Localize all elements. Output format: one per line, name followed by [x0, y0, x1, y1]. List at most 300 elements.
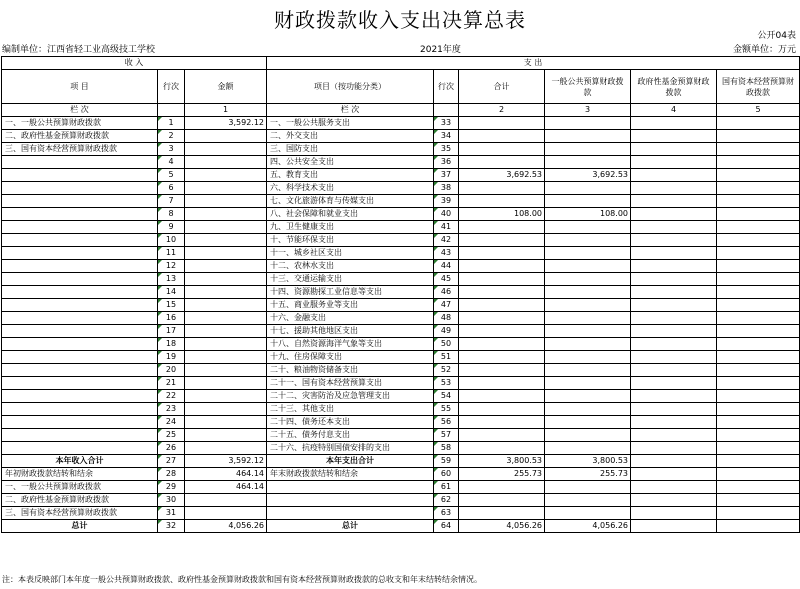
lanci-fund-col: 4 [631, 104, 717, 117]
expense-fund [631, 338, 717, 351]
income-item [2, 286, 158, 299]
table-row [2, 507, 800, 520]
expense-total [459, 117, 545, 130]
expense-item: 二十二、灾害防治及应急管理支出 [267, 390, 434, 403]
expense-fund [631, 507, 717, 520]
expense-general [545, 442, 631, 455]
income-amount [185, 377, 267, 390]
expense-general [545, 130, 631, 143]
table-row [2, 117, 800, 130]
expense-item: 二十四、债务还本支出 [267, 416, 434, 429]
expense-state [717, 481, 800, 494]
income-amount [185, 507, 267, 520]
expense-total [459, 130, 545, 143]
expense-row-no: 43 [434, 247, 459, 260]
expense-item: 五、教育支出 [267, 169, 434, 182]
expense-item: 十二、农林水支出 [267, 260, 434, 273]
expense-item: 二十五、债务付息支出 [267, 429, 434, 442]
expense-fund [631, 221, 717, 234]
income-section-header: 收 入 [2, 57, 267, 70]
table-row [2, 520, 800, 533]
expense-total [459, 442, 545, 455]
income-amount [185, 221, 267, 234]
income-item: 三、国有资本经营预算财政拨款 [2, 143, 158, 156]
expense-item: 二十六、抗疫特别国债安排的支出 [267, 442, 434, 455]
expense-item: 二十一、国有资本经营预算支出 [267, 377, 434, 390]
table-row [2, 377, 800, 390]
expense-general [545, 273, 631, 286]
expense-total [459, 234, 545, 247]
income-row-no: 15 [158, 299, 185, 312]
expense-state [717, 338, 800, 351]
income-item [2, 273, 158, 286]
income-row-no: 4 [158, 156, 185, 169]
income-row-no: 1 [158, 117, 185, 130]
expense-item: 二、外交支出 [267, 130, 434, 143]
expense-fund [631, 351, 717, 364]
expense-fund [631, 117, 717, 130]
expense-item: 十九、住房保障支出 [267, 351, 434, 364]
header-exp-row-no: 行次 [434, 70, 459, 104]
table-row [2, 468, 800, 481]
expense-total [459, 221, 545, 234]
expense-total: 3,692.53 [459, 169, 545, 182]
expense-total: 108.00 [459, 208, 545, 221]
expense-general: 4,056.26 [545, 520, 631, 533]
expense-row-no: 64 [434, 520, 459, 533]
expense-fund [631, 286, 717, 299]
expense-general: 3,692.53 [545, 169, 631, 182]
expense-total [459, 182, 545, 195]
income-amount [185, 416, 267, 429]
income-amount [185, 312, 267, 325]
expense-state [717, 507, 800, 520]
expense-item: 十五、商业服务业等支出 [267, 299, 434, 312]
income-item [2, 325, 158, 338]
expense-total [459, 247, 545, 260]
expense-total [459, 286, 545, 299]
income-item: 三、国有资本经营预算财政拨款 [2, 507, 158, 520]
unit-label: 编制单位：江西省轻工业高级技工学校 [2, 45, 156, 55]
expense-row-no: 56 [434, 416, 459, 429]
expense-item [267, 507, 434, 520]
expense-general [545, 351, 631, 364]
expense-total [459, 325, 545, 338]
income-row-no: 12 [158, 260, 185, 273]
expense-general [545, 195, 631, 208]
header-row-no: 行次 [158, 70, 185, 104]
expense-fund [631, 195, 717, 208]
expense-item: 十六、金融支出 [267, 312, 434, 325]
expense-general [545, 390, 631, 403]
income-row-no: 24 [158, 416, 185, 429]
expense-item: 八、社会保障和就业支出 [267, 208, 434, 221]
expense-row-no: 61 [434, 481, 459, 494]
income-item [2, 260, 158, 273]
expense-row-no: 42 [434, 234, 459, 247]
expense-total [459, 494, 545, 507]
income-row-no: 5 [158, 169, 185, 182]
expense-total [459, 260, 545, 273]
income-amount [185, 182, 267, 195]
table-row [2, 364, 800, 377]
income-item [2, 221, 158, 234]
income-item [2, 364, 158, 377]
expense-row-no: 50 [434, 338, 459, 351]
expense-fund [631, 377, 717, 390]
income-row-no: 8 [158, 208, 185, 221]
expense-state [717, 299, 800, 312]
expense-row-no: 59 [434, 455, 459, 468]
income-row-no: 25 [158, 429, 185, 442]
footnote: 注：本表反映部门本年度一般公共预算财政拨款、政府性基金预算财政拨款和国有资本经营预算财政拨款的总收支和年末结转结余情况。 [2, 575, 482, 584]
income-item [2, 403, 158, 416]
income-amount [185, 273, 267, 286]
income-item [2, 338, 158, 351]
expense-item: 十一、城乡社区支出 [267, 247, 434, 260]
income-amount [185, 442, 267, 455]
income-row-no: 18 [158, 338, 185, 351]
expense-item: 一、一般公共服务支出 [267, 117, 434, 130]
header-item: 项 目 [2, 70, 158, 104]
income-amount [185, 494, 267, 507]
expense-fund [631, 234, 717, 247]
expense-total [459, 507, 545, 520]
form-number: 公开04表 [757, 31, 796, 41]
expense-fund [631, 455, 717, 468]
income-item [2, 442, 158, 455]
table-row [2, 247, 800, 260]
expense-general [545, 416, 631, 429]
header-total: 合计 [459, 70, 545, 104]
income-amount [185, 195, 267, 208]
table-row [2, 182, 800, 195]
lanci-blank [158, 104, 185, 117]
expense-item: 六、科学技术支出 [267, 182, 434, 195]
income-item: 本年收入合计 [2, 455, 158, 468]
income-amount [185, 338, 267, 351]
expense-row-no: 58 [434, 442, 459, 455]
expense-general [545, 494, 631, 507]
expense-general [545, 299, 631, 312]
income-item [2, 351, 158, 364]
page-title: 财政拨款收入支出决算总表 [274, 8, 526, 32]
expense-general [545, 364, 631, 377]
income-row-no: 11 [158, 247, 185, 260]
expense-state [717, 325, 800, 338]
expense-state [717, 195, 800, 208]
expense-fund [631, 247, 717, 260]
expense-fund [631, 494, 717, 507]
expense-total [459, 390, 545, 403]
table-row [2, 416, 800, 429]
header-exp-item: 项目（按功能分类） [267, 70, 434, 104]
expense-item: 十八、自然资源海洋气象等支出 [267, 338, 434, 351]
table-row [2, 260, 800, 273]
income-amount [185, 234, 267, 247]
expense-total: 4,056.26 [459, 520, 545, 533]
income-item [2, 390, 158, 403]
expense-item: 本年支出合计 [267, 455, 434, 468]
expense-row-no: 44 [434, 260, 459, 273]
expense-item [267, 481, 434, 494]
expense-state [717, 442, 800, 455]
expense-fund [631, 468, 717, 481]
expense-row-no: 53 [434, 377, 459, 390]
income-row-no: 20 [158, 364, 185, 377]
expense-general [545, 234, 631, 247]
expense-row-no: 33 [434, 117, 459, 130]
expense-item [267, 494, 434, 507]
expense-item: 十四、资源勘探工业信息等支出 [267, 286, 434, 299]
expense-general [545, 507, 631, 520]
income-item [2, 312, 158, 325]
expense-fund [631, 442, 717, 455]
expense-fund [631, 299, 717, 312]
expense-item: 年末财政拨款结转和结余 [267, 468, 434, 481]
expense-general [545, 117, 631, 130]
expense-fund [631, 130, 717, 143]
expense-state [717, 182, 800, 195]
expense-total [459, 377, 545, 390]
table-row [2, 195, 800, 208]
expense-total [459, 273, 545, 286]
lanci-total-col: 2 [459, 104, 545, 117]
income-amount: 464.14 [185, 481, 267, 494]
income-item [2, 182, 158, 195]
table-row [2, 156, 800, 169]
income-amount [185, 260, 267, 273]
expense-fund [631, 312, 717, 325]
expense-fund [631, 416, 717, 429]
header-amount: 金额 [185, 70, 267, 104]
expense-fund [631, 169, 717, 182]
header-state: 国有资本经营预算财政拨款 [717, 70, 800, 104]
income-item: 二、政府性基金预算财政拨款 [2, 494, 158, 507]
expense-fund [631, 156, 717, 169]
table-row [2, 299, 800, 312]
expense-row-no: 60 [434, 468, 459, 481]
income-row-no: 14 [158, 286, 185, 299]
income-amount [185, 247, 267, 260]
income-row-no: 27 [158, 455, 185, 468]
table-row [2, 143, 800, 156]
expense-state [717, 416, 800, 429]
expense-general [545, 338, 631, 351]
income-amount [185, 208, 267, 221]
table-row [2, 169, 800, 182]
income-item: 总计 [2, 520, 158, 533]
income-row-no: 19 [158, 351, 185, 364]
expense-row-no: 45 [434, 273, 459, 286]
income-amount [185, 351, 267, 364]
income-row-no: 10 [158, 234, 185, 247]
income-row-no: 29 [158, 481, 185, 494]
income-row-no: 23 [158, 403, 185, 416]
expense-row-no: 47 [434, 299, 459, 312]
income-row-no: 7 [158, 195, 185, 208]
expense-row-no: 55 [434, 403, 459, 416]
expense-row-no: 37 [434, 169, 459, 182]
expense-total: 3,800.53 [459, 455, 545, 468]
income-item: 二、政府性基金预算财政拨款 [2, 130, 158, 143]
lanci-amount-col: 1 [185, 104, 267, 117]
lanci-general-col: 3 [545, 104, 631, 117]
expense-row-no: 51 [434, 351, 459, 364]
income-row-no: 13 [158, 273, 185, 286]
expense-general [545, 429, 631, 442]
expense-total [459, 312, 545, 325]
income-item: 一、一般公共预算财政拨款 [2, 117, 158, 130]
expense-row-no: 41 [434, 221, 459, 234]
income-row-no: 28 [158, 468, 185, 481]
expense-total [459, 403, 545, 416]
expense-row-no: 62 [434, 494, 459, 507]
expense-state [717, 455, 800, 468]
expense-state [717, 208, 800, 221]
income-amount [185, 143, 267, 156]
income-item [2, 156, 158, 169]
expense-general: 255.73 [545, 468, 631, 481]
money-unit-label: 金额单位：万元 [732, 45, 796, 55]
header-fund: 政府性基金预算财政拨款 [631, 70, 717, 104]
table-row [2, 390, 800, 403]
income-item [2, 299, 158, 312]
expense-row-no: 46 [434, 286, 459, 299]
income-item [2, 169, 158, 182]
table-row [2, 494, 800, 507]
expense-state [717, 117, 800, 130]
expense-row-no: 57 [434, 429, 459, 442]
expense-total [459, 429, 545, 442]
expense-state [717, 260, 800, 273]
expense-general [545, 286, 631, 299]
expense-item: 七、文化旅游体育与传媒支出 [267, 195, 434, 208]
income-item [2, 416, 158, 429]
expense-fund [631, 260, 717, 273]
expense-row-no: 38 [434, 182, 459, 195]
income-item [2, 429, 158, 442]
year-label: 2021年度 [420, 45, 461, 55]
expense-fund [631, 390, 717, 403]
expense-fund [631, 325, 717, 338]
expense-state [717, 351, 800, 364]
expense-state [717, 520, 800, 533]
expense-total [459, 299, 545, 312]
income-item: 一、一般公共预算财政拨款 [2, 481, 158, 494]
expense-state [717, 364, 800, 377]
header-general: 一般公共预算财政拨款 [545, 70, 631, 104]
expense-state [717, 468, 800, 481]
table-row [2, 338, 800, 351]
expense-item: 九、卫生健康支出 [267, 221, 434, 234]
expense-state [717, 286, 800, 299]
expense-row-no: 34 [434, 130, 459, 143]
table-row [2, 208, 800, 221]
expense-general [545, 143, 631, 156]
expense-general [545, 247, 631, 260]
table-row [2, 221, 800, 234]
table-row [2, 429, 800, 442]
income-item [2, 247, 158, 260]
income-amount [185, 156, 267, 169]
expense-fund [631, 208, 717, 221]
expense-fund [631, 429, 717, 442]
income-row-no: 3 [158, 143, 185, 156]
income-row-no: 6 [158, 182, 185, 195]
income-row-no: 17 [158, 325, 185, 338]
income-row-no: 9 [158, 221, 185, 234]
expense-item: 二十三、其他支出 [267, 403, 434, 416]
table-row [2, 234, 800, 247]
lanci-exp-blank [434, 104, 459, 117]
expense-row-no: 54 [434, 390, 459, 403]
expense-row-no: 63 [434, 507, 459, 520]
income-row-no: 22 [158, 390, 185, 403]
expense-item: 三、国防支出 [267, 143, 434, 156]
income-row-no: 31 [158, 507, 185, 520]
expense-general [545, 221, 631, 234]
expense-state [717, 494, 800, 507]
expense-section-header: 支 出 [267, 57, 800, 70]
expense-total [459, 156, 545, 169]
expense-state [717, 169, 800, 182]
expense-row-no: 36 [434, 156, 459, 169]
income-row-no: 21 [158, 377, 185, 390]
lanci-label: 栏 次 [2, 104, 158, 117]
table-row [2, 286, 800, 299]
expense-fund [631, 403, 717, 416]
expense-general [545, 156, 631, 169]
expense-item: 十三、交通运输支出 [267, 273, 434, 286]
expense-total [459, 351, 545, 364]
expense-state [717, 312, 800, 325]
income-amount [185, 299, 267, 312]
income-item: 年初财政拨款结转和结余 [2, 468, 158, 481]
expense-row-no: 40 [434, 208, 459, 221]
expense-general [545, 377, 631, 390]
table-row [2, 403, 800, 416]
income-amount: 3,592.12 [185, 117, 267, 130]
income-amount [185, 403, 267, 416]
expense-state [717, 403, 800, 416]
expense-state [717, 390, 800, 403]
expense-total [459, 481, 545, 494]
expense-fund [631, 481, 717, 494]
expense-state [717, 143, 800, 156]
lanci-state-col: 5 [717, 104, 800, 117]
expense-row-no: 35 [434, 143, 459, 156]
table-row [2, 325, 800, 338]
income-item [2, 234, 158, 247]
expense-row-no: 52 [434, 364, 459, 377]
table-row [2, 312, 800, 325]
income-amount [185, 390, 267, 403]
expense-state [717, 234, 800, 247]
table-row [2, 273, 800, 286]
final-accounts-table [1, 56, 800, 533]
expense-general [545, 260, 631, 273]
expense-fund [631, 273, 717, 286]
table-row [2, 481, 800, 494]
income-amount: 3,592.12 [185, 455, 267, 468]
income-amount [185, 130, 267, 143]
expense-fund [631, 520, 717, 533]
expense-item: 十七、援助其他地区支出 [267, 325, 434, 338]
expense-total: 255.73 [459, 468, 545, 481]
expense-item: 总计 [267, 520, 434, 533]
income-amount [185, 286, 267, 299]
